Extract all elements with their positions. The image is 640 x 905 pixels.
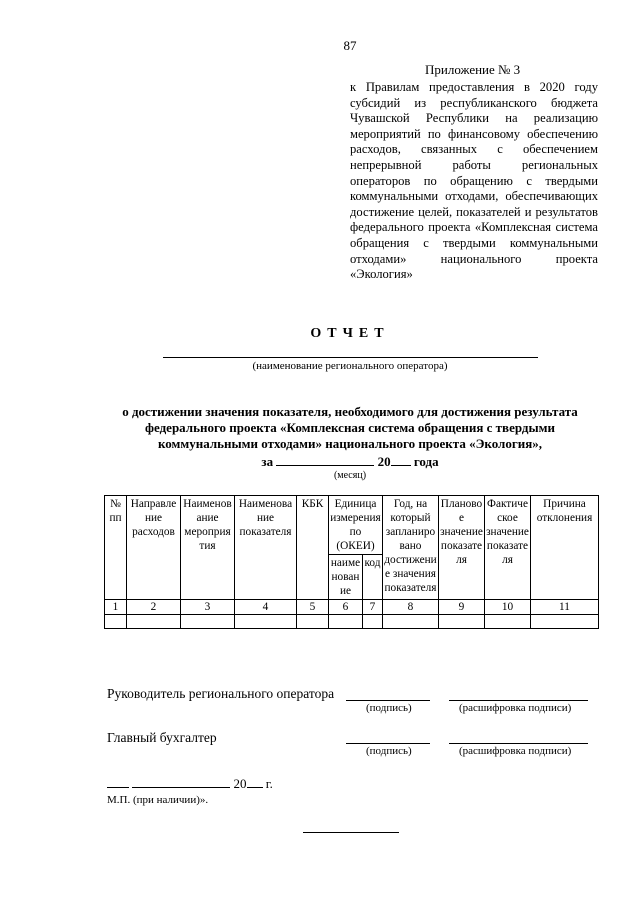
head-signature-caption: (подпись)	[366, 702, 412, 714]
accountant-signature-label: Главный бухгалтер	[107, 730, 217, 745]
header-unit: Единица измерения по (ОКЕИ)	[329, 496, 383, 555]
table-column-numbers-row	[105, 600, 599, 615]
report-table	[104, 495, 599, 629]
head-decoding-caption: (расшифровка подписи)	[459, 702, 572, 714]
period-year-blank	[391, 453, 411, 466]
table-empty-row	[105, 615, 599, 629]
accountant-decoding-caption: (расшифровка подписи)	[459, 745, 572, 757]
operator-name-caption: (наименование регионального оператора)	[252, 360, 448, 372]
stamp-note: М.П. (при наличии)».	[107, 794, 209, 806]
accountant-decoding-line	[449, 743, 588, 744]
column-number: 4	[235, 600, 297, 615]
date-suffix: г.	[265, 776, 273, 791]
period-prefix: за	[261, 454, 274, 469]
month-caption: (месяц)	[333, 470, 367, 481]
appendix-body-text: к Правилам предоставления в 2020 году субсидий из республиканского бюджета Чувашской Республики на реализацию мероприятий по финансовому обеспечению расходов, связанных с обеспечением непрерывной работы региональных операторов по обращению с твердыми коммунальными отходами, обеспечивающих достижение целей, показателей и результатов федерального проекта «Комплексная система обращения с твердыми коммунальными отходами» национального проекта «Экология»	[350, 80, 598, 282]
period-suffix: года	[413, 454, 439, 469]
report-period	[0, 453, 640, 470]
header-unit-name: наименование	[329, 555, 363, 600]
period-month-blank	[276, 453, 374, 466]
period-year: 20	[377, 454, 391, 469]
header-year: Год, на который запланировано достижение значения показателя	[383, 496, 439, 600]
date-year-blank	[247, 776, 263, 788]
operator-name-line	[163, 357, 538, 358]
date-year: 20	[233, 776, 247, 791]
appendix-body	[350, 80, 598, 283]
accountant-signature-line	[346, 743, 430, 744]
head-decoding-line	[449, 700, 588, 701]
column-number: 6	[329, 600, 363, 615]
header-num: № пп	[105, 496, 127, 600]
column-number: 8	[383, 600, 439, 615]
column-number: 3	[181, 600, 235, 615]
accountant-signature-caption: (подпись)	[366, 745, 412, 757]
header-planned: Плановое значение показателя	[439, 496, 485, 600]
report-subtitle: о достижении значения показателя, необходимого для достижения результата федерального проекта «Комплексная система обращения с твердыми коммунальными отходами» национального проекта «Экология»,	[122, 404, 578, 451]
column-number: 2	[127, 600, 181, 615]
column-number: 1	[105, 600, 127, 615]
date-month-blank	[132, 776, 230, 788]
header-unit-code: код	[363, 555, 383, 600]
header-event: Наименование мероприятия	[181, 496, 235, 600]
header-kbk: КБК	[297, 496, 329, 600]
column-number: 7	[363, 600, 383, 615]
column-number: 5	[297, 600, 329, 615]
header-direction: Направление расходов	[127, 496, 181, 600]
header-actual: Фактическое значение показателя	[485, 496, 531, 600]
report-title: ОТЧЕТ	[310, 326, 390, 341]
head-signature-label: Руководитель регионального оператора	[107, 686, 335, 701]
header-indicator: Наименование показателя	[235, 496, 297, 600]
page-number: 87	[343, 38, 357, 53]
column-number: 10	[485, 600, 531, 615]
closing-line	[303, 832, 399, 833]
column-number: 9	[439, 600, 485, 615]
table-header-row	[105, 496, 599, 555]
footer-date	[107, 776, 273, 792]
date-day-blank	[107, 776, 129, 788]
column-number: 11	[531, 600, 599, 615]
appendix-title: Приложение № 3	[425, 62, 521, 77]
header-reasons: Причина отклонения	[531, 496, 599, 600]
head-signature-line	[346, 700, 430, 701]
